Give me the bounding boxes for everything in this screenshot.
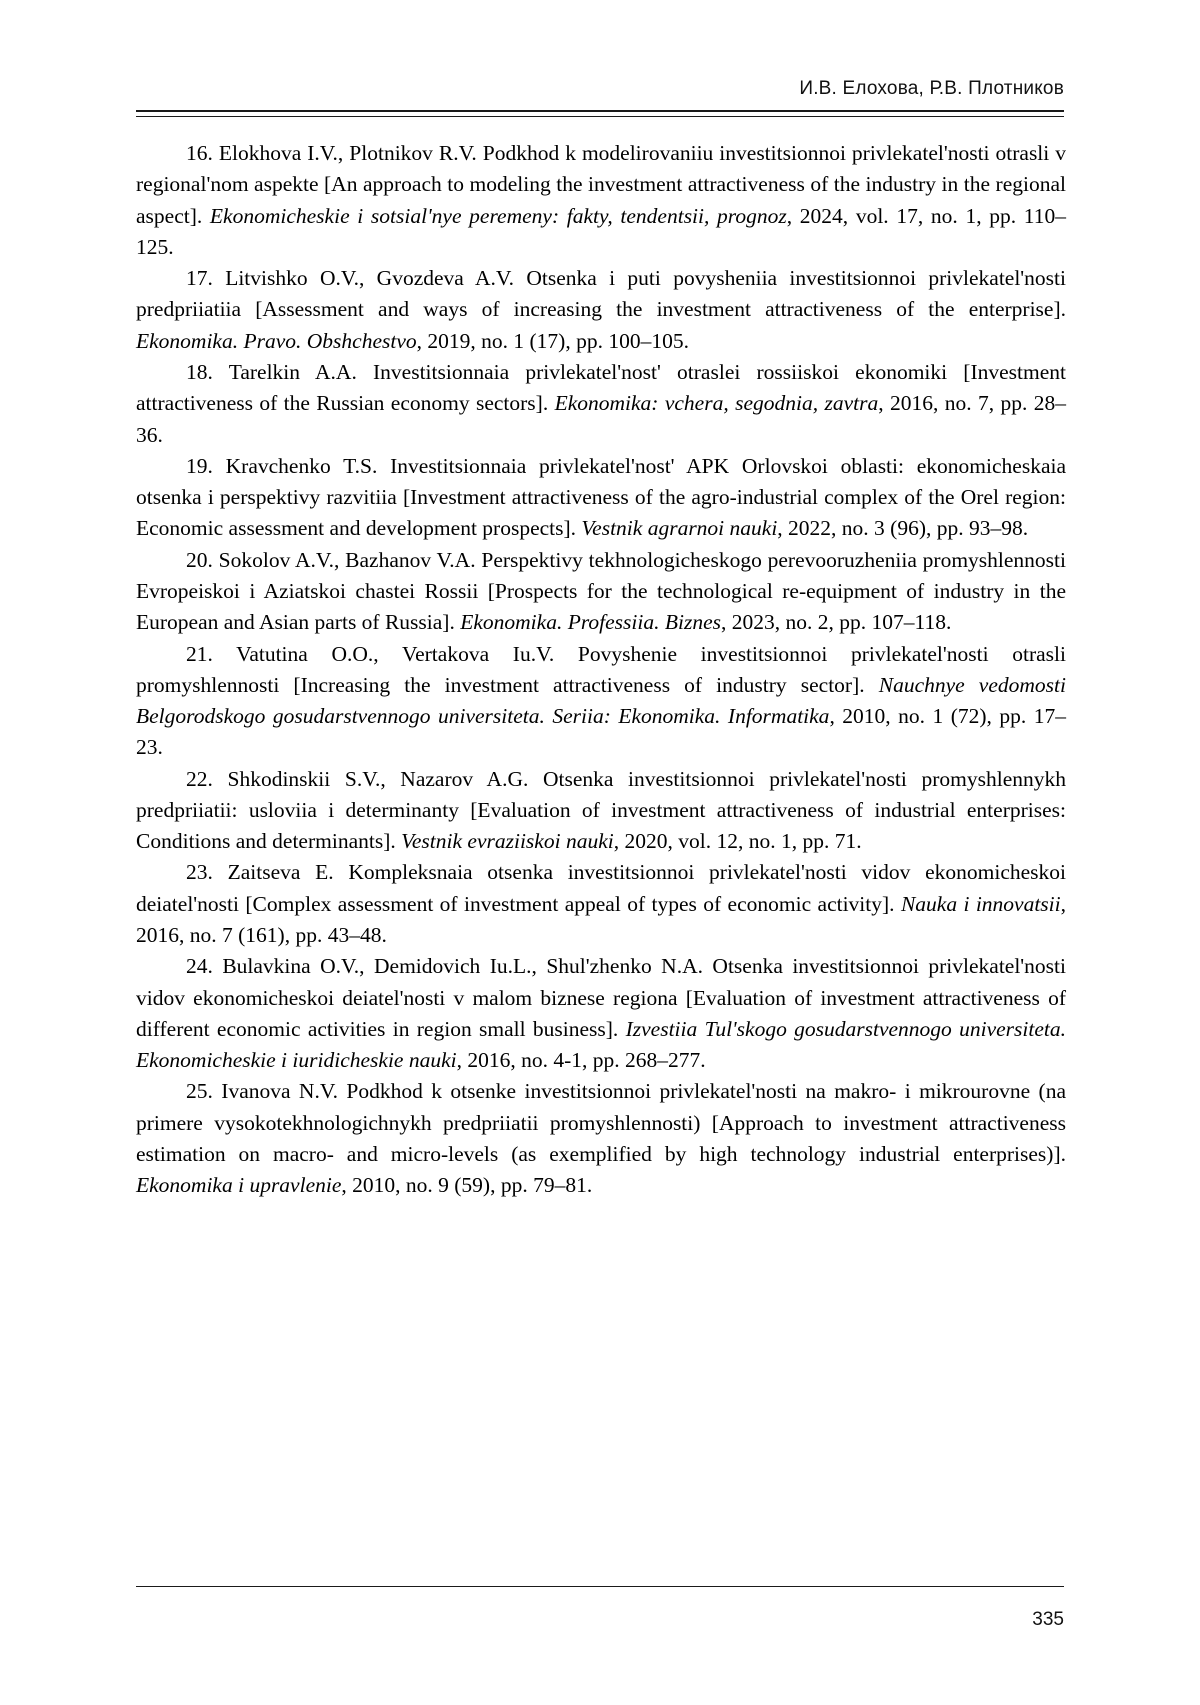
reference-text: Kravchenko T.S. Investitsionnaia privlekatel'nost' APK Orlovskoi oblasti: ekonomicheskaia otsenka i perspektivy razvitiia [Investment attractiveness of the agro-industrial complex of the Orel region: Economic assessment and development prospects].: [136, 453, 1066, 541]
reference-entry: [136, 263, 1066, 357]
reference-text: Shkodinskii S.V., Nazarov A.G. Otsenka investitsionnoi privlekatel'nosti promyshlennykh predpriiatii: usloviia i determinanty [Evaluation of investment attractiveness of industrial enterprises: Conditions and determinants].: [136, 766, 1067, 854]
footer-rule: [136, 1586, 1064, 1587]
page-header: [136, 78, 1064, 100]
reference-source-italic: Nauchnye vedomosti Belgorodskogo gosudarstvennogo universiteta. Seriia: Ekonomika. Informatika: [136, 672, 1066, 729]
reference-source-italic: Vestnik evraziiskoi nauki: [401, 829, 614, 854]
reference-entry: [136, 357, 1066, 451]
reference-text: , 2020, vol. 12, no. 1, pp. 71.: [613, 829, 862, 854]
header-rule-thin: [136, 116, 1064, 117]
reference-text: , 2010, no. 9 (59), pp. 79–81.: [341, 1173, 593, 1198]
page-number: 335: [1032, 1609, 1064, 1630]
reference-entry: [136, 451, 1066, 545]
reference-text: , 2019, no. 1 (17), pp. 100–105.: [416, 328, 689, 353]
reference-entry: [136, 857, 1066, 951]
reference-text: , 2016, no. 7, pp. 28–36.: [136, 391, 1066, 447]
reference-text: , 2010, no. 1 (72), pp. 17–23.: [136, 704, 1066, 760]
reference-text: Bulavkina O.V., Demidovich Iu.L., Shul'zhenko N.A. Otsenka investitsionnoi privlekatel'nosti vidov ekonomicheskoi deiatel'nosti v malom biznese regiona [Evaluation of investment attractiveness of different economic activities in region small business].: [136, 954, 1066, 1041]
reference-source-italic: Ekonomicheskie i sotsial'nye peremeny: fakty, tendentsii, prognoz: [209, 203, 787, 228]
reference-text: , 2016, no. 4-1, pp. 268–277.: [456, 1048, 706, 1073]
reference-text: , 2022, no. 3 (96), pp. 93–98.: [777, 516, 1029, 541]
reference-entry: [136, 951, 1066, 1076]
reference-number: 20.: [186, 547, 213, 572]
reference-source-italic: Nauka i innovatsii: [900, 891, 1061, 916]
reference-source-italic: Ekonomika i upravlenie: [136, 1173, 342, 1198]
reference-number: 18.: [186, 359, 213, 384]
reference-number: 17.: [186, 266, 213, 291]
reference-text: Tarelkin A.A. Investitsionnaia privlekatel'nost' otraslei rossiiskoi ekonomiki [Investment attractiveness of the Russian economy sectors].: [136, 359, 1066, 416]
reference-text: Elokhova I.V., Plotnikov R.V. Podkhod k modelirovaniiu investitsionnoi privlekatel'nosti otrasli v regional'nom aspekte [An approach to modeling the investment attractiveness of the industry in the regional aspect].: [136, 141, 1066, 228]
reference-number: 23.: [186, 860, 213, 885]
references-list: [136, 138, 1066, 1202]
reference-number: 16.: [186, 141, 213, 165]
reference-source-italic: Vestnik agrarnoi nauki: [581, 516, 778, 541]
reference-source-italic: Ekonomika: vchera, segodnia, zavtra: [554, 391, 879, 416]
reference-source-italic: Izvestiia Tul'skogo gosudarstvennogo universiteta. Ekonomicheskie i iuridicheskie nauki: [136, 1016, 1066, 1073]
reference-number: 24.: [186, 954, 213, 979]
reference-text: Litvishko O.V., Gvozdeva A.V. Otsenka i puti povysheniia investitsionnoi privlekatel'nosti predpriiatiia [Assessment and ways of increasing the investment attractiveness of the enterprise].: [136, 266, 1066, 322]
reference-entry: [136, 138, 1066, 263]
reference-text: , 2016, no. 7 (161), pp. 43–48.: [136, 891, 1066, 948]
reference-text: Vatutina O.O., Vertakova Iu.V. Povyshenie investitsionnoi privlekatel'nosti otrasli promyshlennosti [Increasing the investment attractiveness of industry sector].: [136, 641, 1066, 697]
reference-text: , 2024, vol. 17, no. 1, pp. 110–125.: [136, 203, 1066, 259]
reference-entry: [136, 545, 1066, 639]
reference-number: 21.: [186, 641, 213, 666]
reference-text: Ivanova N.V. Podkhod k otsenke investitsionnoi privlekatel'nosti na makro- i mikrourovne (na primere vysokotekhnologichnykh predpriiatii promyshlennosti) [Approach to investment attractiveness estimation on macro- and micro-levels (as exemplified by high technology industrial enterprises)].: [136, 1079, 1066, 1166]
reference-entry: [136, 1076, 1066, 1201]
reference-source-italic: Ekonomika. Professiia. Biznes: [460, 610, 721, 635]
header-rule-thick: [136, 110, 1064, 112]
reference-entry: [136, 764, 1066, 858]
reference-source-italic: Ekonomika. Pravo. Obshchestvo: [136, 328, 417, 353]
reference-entry: [136, 639, 1066, 764]
reference-text: , 2023, no. 2, pp. 107–118.: [721, 610, 952, 635]
reference-number: 22.: [186, 766, 213, 791]
header-authors: И.В. Елохова, Р.В. Плотников: [799, 78, 1064, 99]
reference-text: Sokolov A.V., Bazhanov V.A. Perspektivy tekhnologicheskogo perevooruzheniia promyshlennosti Evropeiskoi i Aziatskoi chastei Rossii [Prospects for the technological re-equipment of industry in the European and Asian parts of Russia].: [136, 547, 1066, 635]
reference-number: 19.: [186, 453, 213, 478]
reference-number: 25.: [186, 1079, 213, 1104]
reference-text: Zaitseva E. Kompleksnaia otsenka investitsionnoi privlekatel'nosti vidov ekonomicheskoi deiatel'nosti [Complex assessment of investment appeal of types of economic activity].: [136, 860, 1067, 916]
